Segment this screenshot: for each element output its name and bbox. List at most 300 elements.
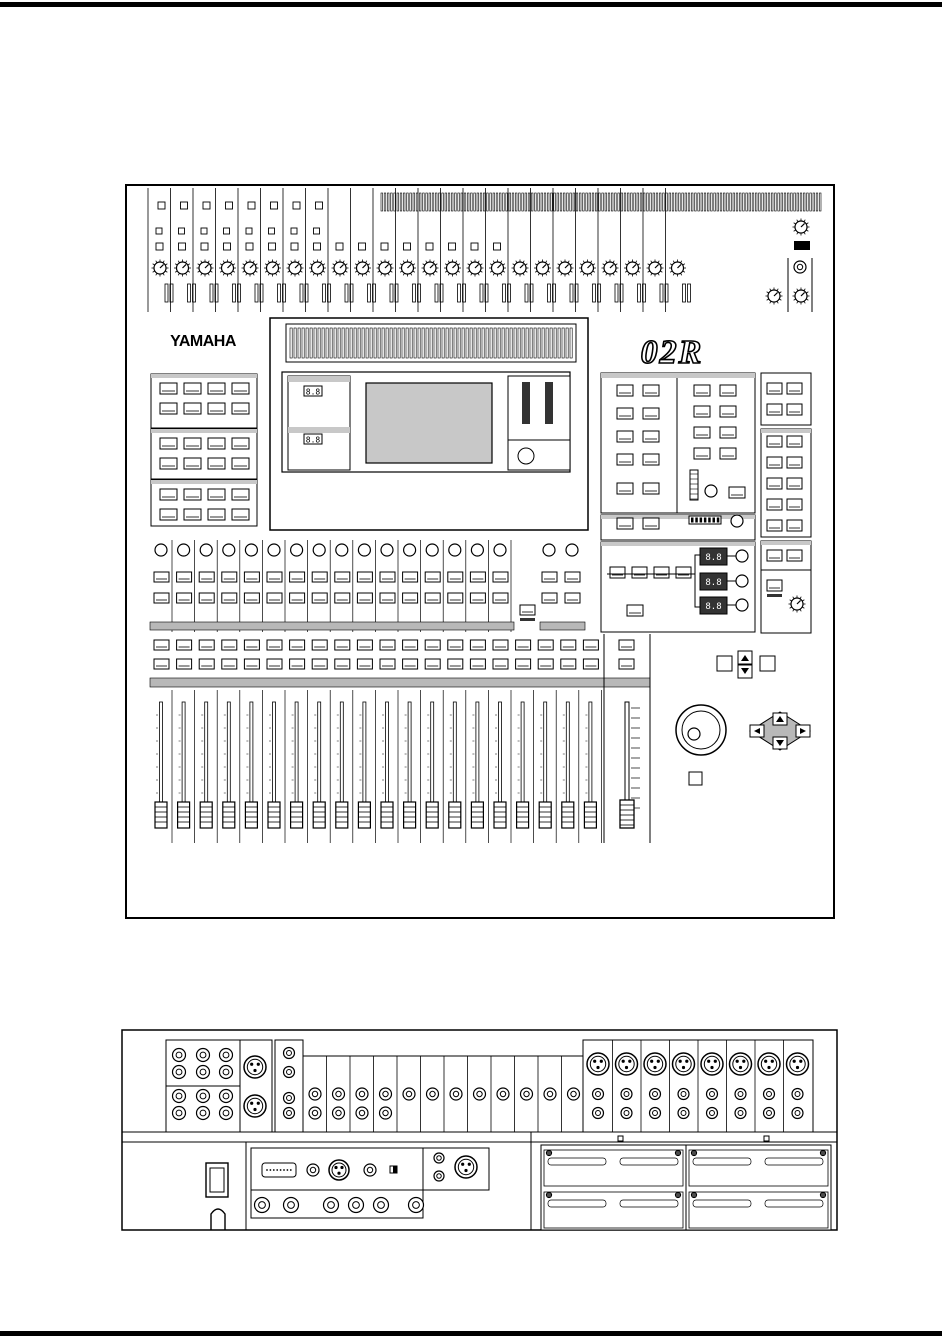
xlr-jack xyxy=(758,1053,780,1075)
screw xyxy=(692,1193,697,1198)
insert-switch xyxy=(246,243,253,250)
function-key xyxy=(208,489,225,500)
xlr-jack xyxy=(644,1053,666,1075)
dsub-connector xyxy=(262,1163,296,1177)
select-key xyxy=(267,572,282,582)
cursor-right-key xyxy=(760,656,775,671)
aux-key xyxy=(767,404,782,415)
phantom-switch xyxy=(224,228,230,234)
select-key xyxy=(403,572,418,582)
peak-led xyxy=(300,284,303,302)
pan-knob xyxy=(268,544,280,556)
insert-jack xyxy=(284,1108,295,1119)
solo-key xyxy=(244,593,259,603)
fader-cap xyxy=(404,802,416,828)
return-key xyxy=(565,593,580,603)
aes-block xyxy=(423,1148,489,1190)
peak-led xyxy=(278,284,281,302)
phone-jack xyxy=(403,1088,415,1100)
on-key xyxy=(538,640,553,650)
mute-key xyxy=(787,436,802,447)
trim-knob xyxy=(764,1089,775,1100)
peak-led xyxy=(345,284,348,302)
xlr-jack xyxy=(730,1053,752,1075)
select-key xyxy=(154,572,169,582)
row-label-strip xyxy=(150,622,514,630)
on-key xyxy=(177,640,192,650)
function-key xyxy=(232,458,249,469)
option-slot xyxy=(689,1192,828,1228)
aux-key xyxy=(787,404,802,415)
on-key xyxy=(335,640,350,650)
fader-cap xyxy=(426,802,438,828)
function-key xyxy=(160,458,177,469)
right-control-section xyxy=(601,373,811,633)
pad-switch xyxy=(226,202,233,209)
eq-key xyxy=(643,454,659,465)
peak-led xyxy=(413,284,416,302)
eq-key xyxy=(643,385,659,396)
function-key xyxy=(160,403,177,414)
phone-jack xyxy=(792,1108,803,1119)
phone-jack xyxy=(197,1049,210,1062)
insert-switch xyxy=(381,243,388,250)
fader-cap xyxy=(245,802,257,828)
screw xyxy=(547,1193,552,1198)
eq-key xyxy=(720,448,736,459)
pan-knob xyxy=(449,544,461,556)
sel-key xyxy=(267,659,282,669)
eq-key xyxy=(694,385,710,396)
cursor-left-key xyxy=(717,656,732,671)
pan-knob xyxy=(381,544,393,556)
trim-knob xyxy=(735,1089,746,1100)
aux-key xyxy=(767,383,782,394)
phone-jack xyxy=(707,1108,718,1119)
phantom-switch xyxy=(156,228,162,234)
select-key xyxy=(290,572,305,582)
sel-key xyxy=(177,659,192,669)
phone-jack xyxy=(173,1049,186,1062)
mute-key xyxy=(767,457,782,468)
effects-knob xyxy=(736,599,748,611)
on-key xyxy=(199,640,214,650)
peak-led xyxy=(525,284,528,302)
sel-key xyxy=(199,659,214,669)
midi-jack xyxy=(284,1198,299,1213)
on-key xyxy=(222,640,237,650)
utility-knob xyxy=(731,515,743,527)
pan-knob xyxy=(404,544,416,556)
select-key xyxy=(244,572,259,582)
xlr-jack xyxy=(701,1053,723,1075)
fader-cap xyxy=(358,802,370,828)
peak-led xyxy=(368,284,371,302)
on-key xyxy=(267,640,282,650)
function-key xyxy=(160,509,177,520)
function-key xyxy=(208,438,225,449)
wordclock-jack xyxy=(307,1164,319,1176)
function-key xyxy=(232,383,249,394)
pad-switch xyxy=(293,202,300,209)
peak-led xyxy=(503,284,506,302)
xlr-jack xyxy=(244,1056,266,1078)
pan-knob xyxy=(245,544,257,556)
on-key xyxy=(470,640,485,650)
aux-block xyxy=(761,373,811,425)
key-block xyxy=(151,374,257,428)
phone-jack xyxy=(173,1107,186,1120)
on-key xyxy=(403,640,418,650)
eq-key xyxy=(694,406,710,417)
return-knob xyxy=(566,544,578,556)
on-key xyxy=(154,640,169,650)
fader-cap xyxy=(562,802,574,828)
mute-key xyxy=(787,478,802,489)
on-key xyxy=(312,640,327,650)
power-switch xyxy=(206,1163,228,1197)
pad-switch xyxy=(203,202,210,209)
eq-meter xyxy=(690,470,698,500)
on-key xyxy=(561,640,576,650)
segment-display-2: 8.8 xyxy=(305,435,321,445)
fader-cap xyxy=(494,802,506,828)
mute-key xyxy=(767,520,782,531)
insert-jack xyxy=(284,1048,295,1059)
phone-jack xyxy=(521,1088,533,1100)
solo-key xyxy=(493,593,508,603)
eq-key xyxy=(643,431,659,442)
xlr-jack xyxy=(616,1053,638,1075)
sel-key xyxy=(222,659,237,669)
solo-key xyxy=(177,593,192,603)
midi-jack xyxy=(374,1198,389,1213)
pan-knob xyxy=(313,544,325,556)
fader-cap xyxy=(471,802,483,828)
fader-cap xyxy=(517,802,529,828)
power-connector xyxy=(211,1209,225,1230)
phone-jack xyxy=(650,1108,661,1119)
coax-jack xyxy=(364,1164,376,1176)
trim-knob xyxy=(792,1089,803,1100)
pan-knob xyxy=(223,544,235,556)
trim-knob xyxy=(593,1089,604,1100)
function-key xyxy=(184,509,201,520)
insert-block xyxy=(275,1040,303,1132)
solo-key xyxy=(335,593,350,603)
pan-knob xyxy=(471,544,483,556)
select-key xyxy=(380,572,395,582)
phone-jack xyxy=(333,1088,345,1100)
phone-jack xyxy=(380,1107,392,1119)
function-key xyxy=(208,403,225,414)
sel-key xyxy=(448,659,463,669)
on-key xyxy=(448,640,463,650)
function-key xyxy=(208,458,225,469)
phone-jack xyxy=(427,1088,439,1100)
on-key xyxy=(516,640,531,650)
midi-jack xyxy=(255,1198,270,1213)
solo-key xyxy=(470,593,485,603)
row-label-strip xyxy=(150,678,650,687)
sel-key xyxy=(403,659,418,669)
peak-led xyxy=(210,284,213,302)
segment-display-1: 8.8 xyxy=(305,387,321,397)
screw xyxy=(676,1193,681,1198)
mute-key xyxy=(787,457,802,468)
phone-jack xyxy=(544,1088,556,1100)
eq-key xyxy=(694,448,710,459)
peak-led xyxy=(593,284,596,302)
solo-key xyxy=(312,593,327,603)
trim-knob xyxy=(650,1089,661,1100)
phone-jack xyxy=(220,1090,233,1103)
phantom-switch xyxy=(179,228,185,234)
fader-cap xyxy=(155,802,167,828)
screw xyxy=(821,1193,826,1198)
pad-switch xyxy=(271,202,278,209)
peak-led xyxy=(458,284,461,302)
solo-key xyxy=(267,593,282,603)
return-knob xyxy=(543,544,555,556)
insert-switch xyxy=(404,243,411,250)
phone-jack xyxy=(197,1107,210,1120)
fader-cap xyxy=(336,802,348,828)
peak-led xyxy=(390,284,393,302)
phone-jack xyxy=(380,1088,392,1100)
insert-switch xyxy=(449,243,456,250)
phone-jack xyxy=(173,1090,186,1103)
rear-io-section xyxy=(206,1132,831,1230)
effects-knob xyxy=(736,550,748,562)
phone-jack xyxy=(173,1066,186,1079)
xlr-block xyxy=(583,1040,813,1132)
mute-key xyxy=(767,478,782,489)
screw xyxy=(821,1151,826,1156)
eq-key xyxy=(617,385,633,396)
function-key xyxy=(184,458,201,469)
return-key xyxy=(565,572,580,582)
model-logo: 02R xyxy=(640,334,704,371)
function-key xyxy=(232,489,249,500)
insert-jack xyxy=(284,1067,295,1078)
coax-jack xyxy=(434,1153,444,1163)
solo-key xyxy=(199,593,214,603)
xlr-jack xyxy=(244,1095,266,1117)
sel-key xyxy=(357,659,372,669)
phone-jack xyxy=(309,1107,321,1119)
phone-jack xyxy=(497,1088,509,1100)
rear-outline xyxy=(122,1030,837,1230)
phone-jack xyxy=(197,1090,210,1103)
fader-cap xyxy=(381,802,393,828)
insert-switch xyxy=(201,243,208,250)
select-key xyxy=(448,572,463,582)
eq-key xyxy=(720,427,736,438)
eq-key xyxy=(694,427,710,438)
on-key xyxy=(493,640,508,650)
insert-switch xyxy=(179,243,186,250)
peak-led xyxy=(480,284,483,302)
on-key xyxy=(244,640,259,650)
return-key xyxy=(542,593,557,603)
insert-switch xyxy=(156,243,163,250)
solo-key xyxy=(403,593,418,603)
insert-switch xyxy=(494,243,501,250)
select-key xyxy=(425,572,440,582)
stereo-select-key xyxy=(520,605,535,615)
sel-key xyxy=(561,659,576,669)
peak-led xyxy=(638,284,641,302)
stereo-on-key xyxy=(619,640,634,650)
pad-switch xyxy=(316,202,323,209)
fader-cap xyxy=(200,802,212,828)
peak-led xyxy=(660,284,663,302)
phantom-switch xyxy=(201,228,207,234)
insert-switch xyxy=(269,243,276,250)
solo-key xyxy=(380,593,395,603)
option-slot xyxy=(689,1150,828,1186)
pan-knob xyxy=(426,544,438,556)
stereo-sel-key xyxy=(619,659,634,669)
effects-key xyxy=(654,567,669,578)
trim-knob xyxy=(621,1089,632,1100)
pan-knob xyxy=(358,544,370,556)
coax-jack xyxy=(434,1171,444,1181)
pan-knob xyxy=(336,544,348,556)
utility-key xyxy=(643,518,659,529)
phone-jack xyxy=(356,1107,368,1119)
insert-switch xyxy=(426,243,433,250)
pad-switch xyxy=(181,202,188,209)
fader-cap xyxy=(449,802,461,828)
trim-knob xyxy=(707,1089,718,1100)
select-key xyxy=(493,572,508,582)
sel-key xyxy=(154,659,169,669)
segment-display-3: 8.8 xyxy=(705,553,722,563)
segment-display-4: 8.8 xyxy=(705,578,722,588)
select-key xyxy=(357,572,372,582)
eq-key xyxy=(617,454,633,465)
sel-key xyxy=(335,659,350,669)
insert-switch xyxy=(471,243,478,250)
option-slot-frame xyxy=(541,1145,831,1230)
aux-key xyxy=(787,383,802,394)
insert-switch xyxy=(359,243,366,250)
midi-jack xyxy=(409,1198,424,1213)
eq-key xyxy=(729,487,745,498)
phone-jack xyxy=(568,1088,580,1100)
phantom-switch xyxy=(314,228,320,234)
solo-key xyxy=(222,593,237,603)
switch xyxy=(390,1166,397,1173)
level-meter xyxy=(794,241,810,250)
solo-key xyxy=(357,593,372,603)
stereo-fader-cap xyxy=(620,800,634,828)
select-key xyxy=(470,572,485,582)
peak-led xyxy=(570,284,573,302)
function-key xyxy=(232,438,249,449)
fader-cap xyxy=(539,802,551,828)
fader-cap xyxy=(178,802,190,828)
effects-key xyxy=(627,605,643,616)
sel-key xyxy=(470,659,485,669)
eq-key xyxy=(720,385,736,396)
utility-key xyxy=(617,518,633,529)
midi-jack xyxy=(324,1198,339,1213)
fader-cap xyxy=(268,802,280,828)
fader-cap xyxy=(313,802,325,828)
insert-switch xyxy=(336,243,343,250)
select-key xyxy=(222,572,237,582)
key-block xyxy=(151,429,257,479)
sel-key xyxy=(312,659,327,669)
effects-key xyxy=(610,567,625,578)
left-function-keys xyxy=(151,374,257,526)
phantom-switch xyxy=(246,228,252,234)
solo-key xyxy=(787,550,802,561)
on-key xyxy=(425,640,440,650)
select-key xyxy=(177,572,192,582)
function-key xyxy=(184,383,201,394)
segment-display-5: 8.8 xyxy=(705,602,722,612)
contrast-knob xyxy=(518,448,534,464)
option-slot xyxy=(544,1192,683,1228)
peak-led xyxy=(615,284,618,302)
option-slot xyxy=(544,1150,683,1186)
solo-key xyxy=(767,580,782,591)
solo-key xyxy=(767,550,782,561)
pan-knob xyxy=(200,544,212,556)
eq-knob xyxy=(705,485,717,497)
rear-input-jacks xyxy=(166,1040,813,1132)
phone-jack xyxy=(220,1066,233,1079)
fader-cap xyxy=(223,802,235,828)
peak-led xyxy=(233,284,236,302)
sel-key xyxy=(538,659,553,669)
sel-key xyxy=(516,659,531,669)
fader-cap xyxy=(291,802,303,828)
insert-switch xyxy=(224,243,231,250)
on-key xyxy=(380,640,395,650)
pad-switch xyxy=(158,202,165,209)
on-key xyxy=(290,640,305,650)
solo-key xyxy=(425,593,440,603)
select-key xyxy=(312,572,327,582)
phone-jack xyxy=(621,1108,632,1119)
eq-key xyxy=(643,483,659,494)
function-key xyxy=(160,438,177,449)
sel-key xyxy=(425,659,440,669)
effects-key xyxy=(676,567,691,578)
phone-jack xyxy=(764,1108,775,1119)
function-key xyxy=(184,489,201,500)
insert-jack xyxy=(284,1093,295,1104)
eq-key xyxy=(617,431,633,442)
input-jack-block xyxy=(303,1056,583,1132)
phone-jack xyxy=(356,1088,368,1100)
peak-led xyxy=(255,284,258,302)
insert-switch xyxy=(291,243,298,250)
trim-knob xyxy=(678,1089,689,1100)
on-key xyxy=(583,640,598,650)
eq-key xyxy=(643,408,659,419)
phone-jack xyxy=(220,1049,233,1062)
pan-knob xyxy=(291,544,303,556)
effects-knob xyxy=(736,575,748,587)
phantom-switch xyxy=(269,228,275,234)
xlr-jack xyxy=(673,1053,695,1075)
